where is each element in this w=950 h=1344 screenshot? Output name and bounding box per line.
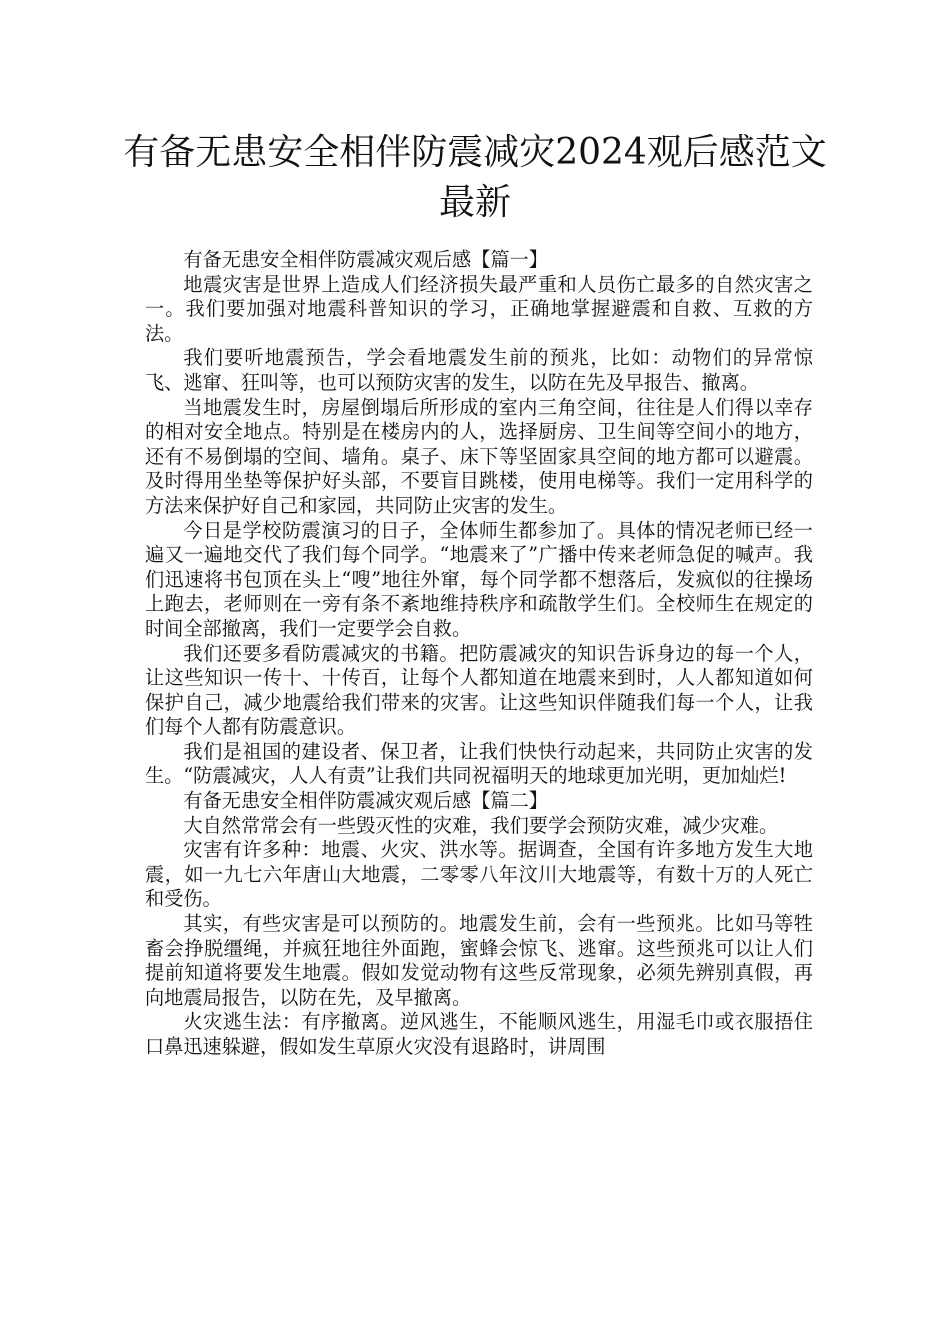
- document-title: 有备无患安全相伴防震减灾2024观后感范文最新: [123, 132, 827, 223]
- paragraph: 当地震发生时，房屋倒塌后所形成的室内三角空间，往往是人们得以幸存的相对安全地点。特别是在楼房内的人，选择厨房、卫生间等空间小的地方，还有不易倒塌的空间、墙角。桌子、床下等坚固家具空间的地方都可以避震。及时得用坐垫等保护好头部，不要盲目跳楼，使用电梯等。我们一定用科学的方法来保护好自己和家园，共同防止灾害的发生。: [145, 395, 813, 517]
- paragraph: 我们要听地震预告，学会看地震发生前的预兆，比如：动物们的异常惊飞、逃窜、狂叫等，也可以预防灾害的发生，以防在先及早报告、撤离。: [145, 346, 813, 394]
- section-heading-2: 有备无患安全相伴防震减灾观后感【篇二】: [183, 789, 548, 813]
- paragraph: 其实，有些灾害是可以预防的。地震发生前，会有一些预兆。比如马等牲畜会挣脱缰绳，并疯狂地往外面跑，蜜蜂会惊飞、逃窜。这些预兆可以让人们提前知道将要发生地震。假如发觉动物有这些反常现象，必须先辨别真假，再向地震局报告，以防在先，及早撤离。: [145, 912, 813, 1009]
- section-heading-1: 有备无患安全相伴防震减灾观后感【篇一】: [183, 248, 548, 271]
- paragraph: 灾害有许多种：地震、火灾、洪水等。据调查，全国有许多地方发生大地震，如一九七六年唐山大地震，二零零八年汶川大地震等，有数十万的人死亡和受伤。: [145, 838, 813, 911]
- paragraph: 大自然常常会有一些毁灭性的灾难，我们要学会预防灾难，减少灾难。: [183, 813, 779, 837]
- paragraph: 我们还要多看防震减灾的书籍。把防震减灾的知识告诉身边的每一个人，让这些知识一传十、十传百，让每个人都知道在地震来到时，人人都知道如何保护自己，减少地震给我们带来的灾害。让这些知识伴随我们每一个人，让我们每个人都有防震意识。: [145, 641, 813, 739]
- paragraph: 我们是祖国的建设者、保卫者，让我们快快行动起来，共同防止灾害的发生。“防震减灾，人人有责”让我们共同祝福明天的地球更加光明，更加灿烂!: [145, 739, 813, 788]
- paragraph: 今日是学校防震演习的日子，全体师生都参加了。具体的情况老师已经一遍又一遍地交代了我们每个同学。“地震来了”广播中传来老师急促的喊声。我们迅速将书包顶在头上“嗖”地往外窜，每个同学都不想落后，发疯似的往操场上跑去，老师则在一旁有条不紊地维持秩序和疏散学生们。全校师生在规定的时间全部撤离，我们一定要学会自救。: [145, 518, 813, 640]
- paragraph: 火灾逃生法：有序撤离。逆风逃生，不能顺风逃生，用湿毛巾或衣服捂住口鼻迅速躲避，假如发生草原火灾没有退路时，讲周围: [145, 1010, 813, 1058]
- document-body: [145, 248, 813, 1060]
- paragraph: 地震灾害是世界上造成人们经济损失最严重和人员伤亡最多的自然灾害之一。我们要加强对地震科普知识的学习，正确地掌握避震和自救、互救的方法。: [145, 272, 813, 345]
